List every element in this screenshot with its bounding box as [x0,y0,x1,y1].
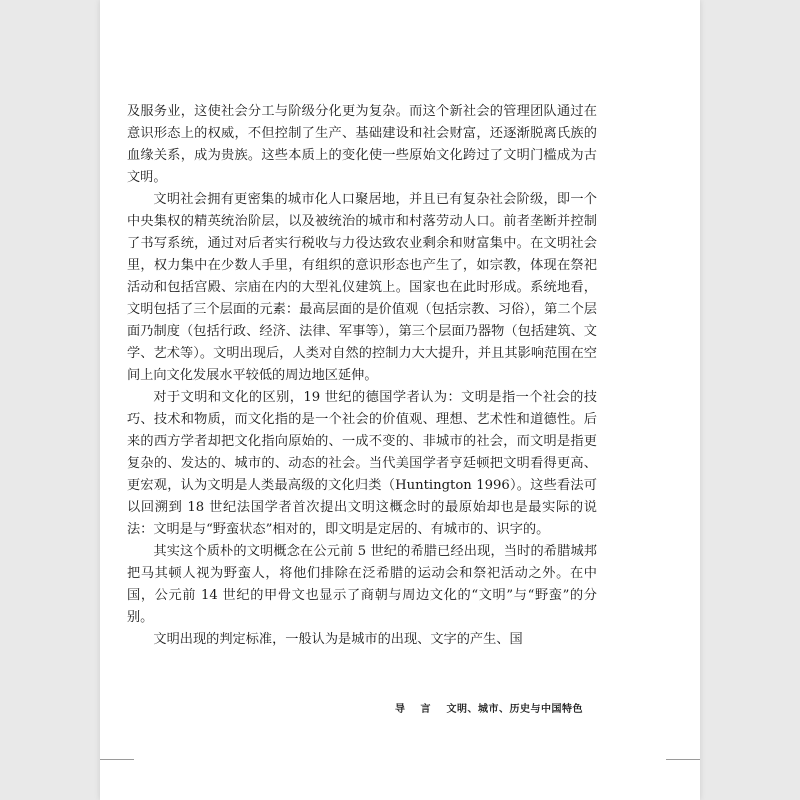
footer-section-label: 导 言 [395,704,437,715]
paragraph-4: 其实这个质朴的文明概念在公元前 5 世纪的希腊已经出现，当时的希腊城邦把马其顿人视为野蛮人，将他们排除在泛希腊的运动会和祭祀活动之外。在中国，公元前 14 世纪的甲骨文也显示了商朝与周边文化的“文明”与“野蛮”的分别。 [127,544,597,625]
paragraph-2: 文明社会拥有更密集的城市化人口聚居地，并且已有复杂社会阶级，即一个中央集权的精英统治阶层，以及被统治的城市和村落劳动人口。前者垄断并控制了书写系统，通过对后者实行税收与力役达致农业剩余和财富集中。在文明社会里，权力集中在少数人手里，有组织的意识形态也产生了，如宗教，体现在祭祀活动和包括宫殿、宗庙在内的大型礼仪建筑上。国家也在此时形成。系统地看，文明包括了三个层面的元素：最高层面的是价值观（包括宗教、习俗），第二个层面乃制度（包括行政、经济、法律、军事等），第三个层面乃器物（包括建筑、文学、艺术等）。文明出现后，人类对自然的控制力大大提升，并且其影响范围在空间上向文化发展水平较低的周边地区延伸。 [127,192,597,383]
crop-mark-left [100,759,134,760]
paragraph-3: 对于文明和文化的区别，19 世纪的德国学者认为：文明是指一个社会的技巧、技术和物质，而文化指的是一个社会的价值观、理想、艺术性和道德性。后来的西方学者却把文化指向原始的、一成不变的、非城市的社会，而文明是指更复杂的、发达的、城市的、动态的社会。当代美国学者亨廷顿把文明看得更高、更宏观，认为文明是人类最高级的文化归类（Huntington 1996）。这些看法可以回溯到 18 世纪法国学者首次提出文明这概念时的最原始却也是最实际的说法：文明是与“野蛮状态”相对的，即文明是定居的、有城市的、识字的。 [127,390,597,537]
footer-title: 文明、城市、历史与中国特色 [446,704,583,715]
crop-mark-right [666,759,700,760]
paragraph-5: 文明出现的判定标准，一般认为是城市的出现、文字的产生、国 [153,632,523,647]
running-footer [300,700,583,715]
paragraph-1: 及服务业，这使社会分工与阶级分化更为复杂。而这个新社会的管理团队通过在意识形态上的权威，不但控制了生产、基础建设和社会财富，还逐渐脱离氏族的血缘关系，成为贵族。这些本质上的变化使一些原始文化跨过了文明门槛成为古文明。 [127,104,597,185]
body-text [127,101,597,651]
